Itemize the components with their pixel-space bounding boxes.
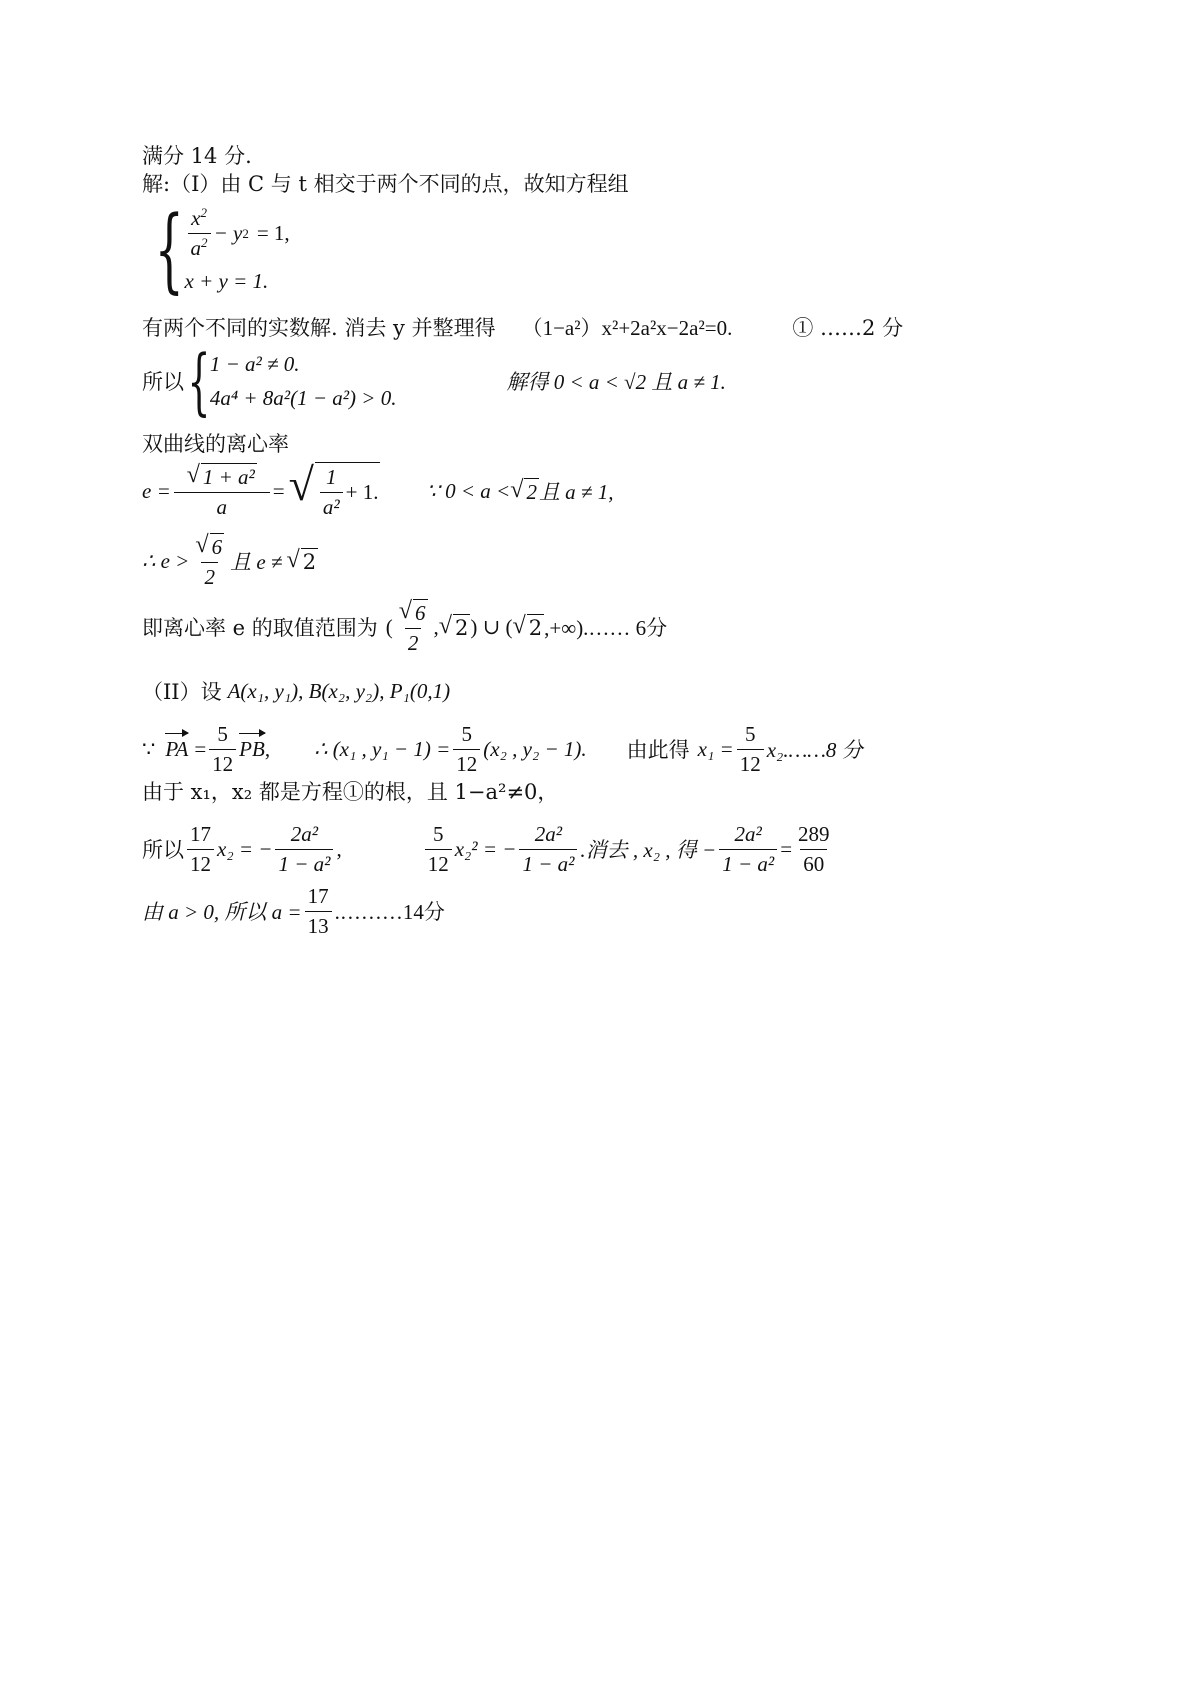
frac-x2-a2: $\frac{x^2}{a^2}$ <box>188 206 211 261</box>
vector-relation: ∵ PA = $\frac{5}{12}$ PB , ∴ (x₁ , y₁ − 1) = $\frac{5}{12}$ (x₂ , y₂ − 1). 由此得 x₁ = $\frac{5}{12}$ x₂.……8 分 <box>142 721 863 776</box>
final-answer: 由 a > 0, 所以 a = $\frac{17}{13}$ .………14分 <box>142 883 445 938</box>
part2-setup: （II）设 A(x₁, y₁), B(x₂, y₂), P₁(0,1) <box>142 678 451 704</box>
vector-pa: PA <box>165 736 189 761</box>
eccentricity-formula: e = √ 1 + a² a = √ $\frac{1}{\text{a²}}$ + 1. ∵ 0 < a < √ 2 且 a ≠ 1, <box>142 459 614 519</box>
vector-pb: PB <box>239 736 265 761</box>
roots-line: 由于 x₁，x₂ 都是方程①的根，且 1−a²≠0， <box>142 780 559 804</box>
left-brace: { <box>154 196 184 303</box>
condition-system: 所以 { 1 − a² ≠ 0. 4a⁴ + 8a²(1 − a²) > 0. 解得 0 < a < √2 且 a ≠ 1. <box>142 339 726 423</box>
equation-system: { $\frac{x^2}{a^2}$ − y 2 = 1, x + y = 1. <box>154 196 290 303</box>
eccentricity-label: 双曲线的离心率 <box>142 432 289 456</box>
left-brace-2: { <box>187 339 211 423</box>
eliminate-line: 有两个不同的实数解. 消去 y 并整理得 （1−a²）x²+2a²x−2a²=0. ① ……2 分 <box>142 316 904 340</box>
eliminate-x2: 所以 $\frac{17}{12}$ x₂ = − $\frac{\text{2a²}}{\text{1 − a²}}$ , $\frac{5}{12}$ x₂² = − $\frac{\text{2a²}}{\text{1 − a²}}$ .消去 , x₂ , 得 − $\frac{\text{2a²}}{\text{1 − a²}}$ = $\frac{289}{60}$ <box>142 821 830 876</box>
e-range: ∴ e > √ 6 2 且 e ≠ √ 2 <box>142 530 317 589</box>
e-range-interval: 即离心率 e 的取值范围为 ( √ 6 2 , √ 2 ) ∪ ( √ 2 ,+∞).…… 6分 <box>142 596 668 655</box>
solution-intro: 解:（I）由 C 与 t 相交于两个不同的点，故知方程组 <box>142 172 629 196</box>
frac-ecc: √ 1 + a² a <box>174 463 270 520</box>
score-line: 满分 14 分. <box>142 144 252 168</box>
